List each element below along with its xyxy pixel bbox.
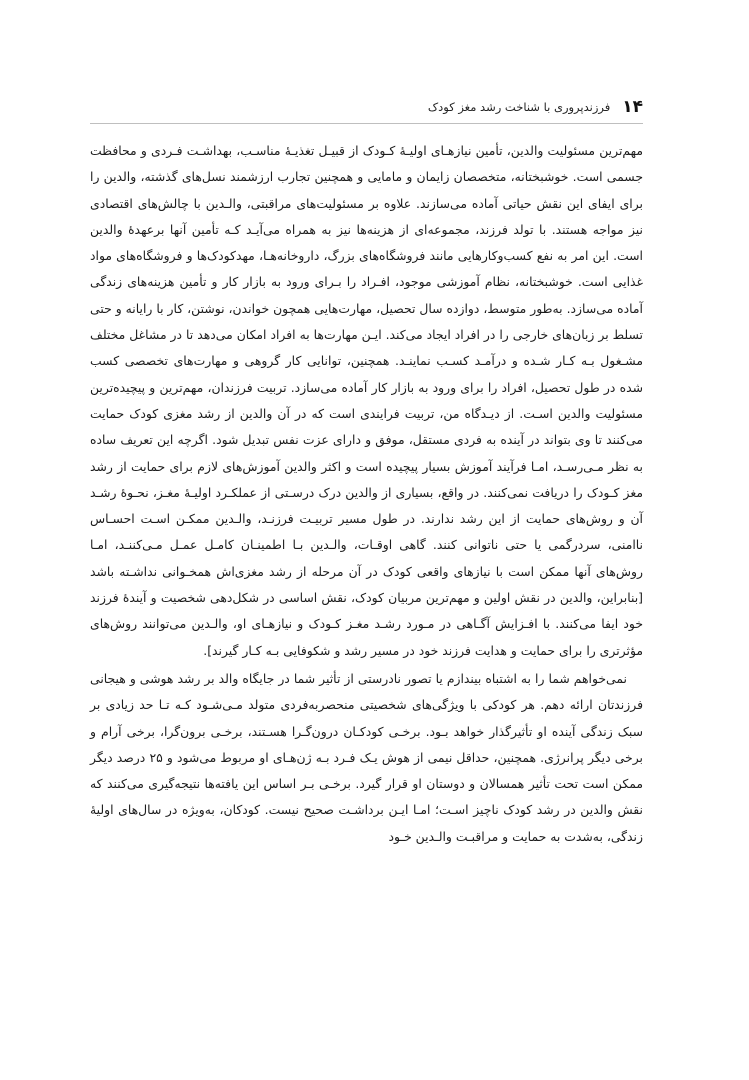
running-title: فرزندپروری با شناخت رشد مغز کودک bbox=[427, 100, 611, 114]
page-number: ۱۴ bbox=[622, 97, 643, 117]
paragraph: نمی‌خواهم شما را به اشتباه بیندازم یا تصور نادرستی از تأثیر شما در جایگاه والد بر رشد هوشی و هیجانی فرزندتان ارائه دهم. هر کودکی با ویژگی‌های شخصیتی منحصربه‌فردی متولد مـی‌شـود کـه تـا حد زیادی بر سبک زندگی آینده او تأثیرگذار خواهد بـود. برخـی کودکـان درون‌گـرا هسـتند، برخـی برون‌گرا، برخی آرام و برخی دیگر پرانرژی. همچنین، حداقل نیمی از هوش یـک فـرد بـه ژن‌هـای او مربوط می‌شود و ۲۵ درصد دیگر ممکن است تحت تأثیر همسالان و دوستان او قرار گیرد. برخـی بـر اساس این یافته‌ها نتیجه‌گیری می‌کنند که نقش والدین در رشد کودک ناچیز اسـت؛ امـا ایـن برداشـت صحیح نیست. کودکان، به‌ویژه در سال‌های اولیهٔ زندگی، به‌شدت به حمایت و مراقبـت والـدین خـود bbox=[90, 670, 643, 844]
body-text bbox=[90, 138, 643, 850]
header-rule bbox=[90, 123, 643, 124]
paragraph: مهم‌ترین مسئولیت والدین، تأمین نیازهـای اولیـهٔ کـودک از قبیـل تغذیـهٔ مناسـب، بهداشـت فـردی و محافظت جسمی است. خوشبختانه، متخصصان زایمان و مامایی و همچنین تجارب ارزشمند نسل‌های گذشته، والدین را برای ایفای این نقش حیاتی آماده می‌سازند. علاوه بر مسئولیت‌های مراقبتی، والـدین با چالش‌های اقتصادی نیز مواجه هستند. با تولد فرزند، مجموعه‌ای از هزینه‌ها نیز به همراه می‌آیـد کـه تأمین آنها برعهدهٔ والدین است. این امر به نفع کسب‌وکارهایی مانند فروشگاه‌های بزرگ، داروخانه‌هـا، مهدکودک‌ها و فروشگاه‌های مواد غذایی است. خوشبختانه، نظام آموزشی موجود، افـراد را بـرای ورود به بازار کار و تأمین هزینه‌های زندگی آماده می‌سازد. به‌طور متوسط، دوازده سال تحصیل، مهارت‌هایی همچون خواندن، نوشتن، کار با رایانه و حتی تسلط بر زبان‌های خارجی را در افراد ایجاد می‌کند. ایـن مهارت‌ها به افراد امکان می‌دهد تا در مشاغل مختلف مشـغول بـه کـار شـده و درآمـد کسـب نماینـد. همچنین، توانایی کار گروهی و مهارت‌های تخصصی کسب شده در طول تحصیل، افراد را برای ورود به بازار کار آماده می‌سازد. تربیت فرزندان، مهم‌ترین و پیچیده‌ترین مسئولیت والدین اسـت. از دیـدگاه من، تربیت فرایندی است که در آن والدین از رشد مغزی کودک حمایت می‌کنند تا وی بتواند در آینده به فردی مستقل، موفق و دارای عزت نفس تبدیل شود. اگرچه این تعریف ساده به نظر مـی‌رسـد، امـا فرآیند آموزش بسیار پیچیده است و اکثر والدین آموزش‌های لازم برای حمایت از رشد مغز کـودک را دریافت نمی‌کنند. در واقع، بسیاری از والدین درک درسـتی از عملکـرد اولیـهٔ مغـز، نحـوهٔ رشـد آن و روش‌های حمایت از این رشد ندارند. در طول مسیر تربیـت فرزنـد، والـدین ممکـن اسـت احسـاس ناامنی، سردرگمی یا حتی ناتوانی کنند. گاهی اوقـات، والـدین بـا اطمینـان کامـل عمـل مـی‌کننـد، امـا روش‌های آنها ممکن است با نیازهای واقعی کودک در آن مرحله از رشد مغزی‌اش همخـوانی نداشـته باشد [بنابراین، والدین در نقش اولین و مهم‌ترین مربیان کودک، نقش اساسی در شکل‌دهی شخصیت و آیندهٔ فرزند خود ایفا می‌کنند. با افـزایش آگـاهی در مـورد رشـد مغـز کـودک و نیازهـای او، والـدین می‌توانند روش‌های مؤثرتری را برای حمایت و هدایت فرزند خود در مسیر رشد و شکوفایی بـه کـار گیرند]. bbox=[90, 143, 643, 658]
page-header bbox=[90, 96, 643, 118]
